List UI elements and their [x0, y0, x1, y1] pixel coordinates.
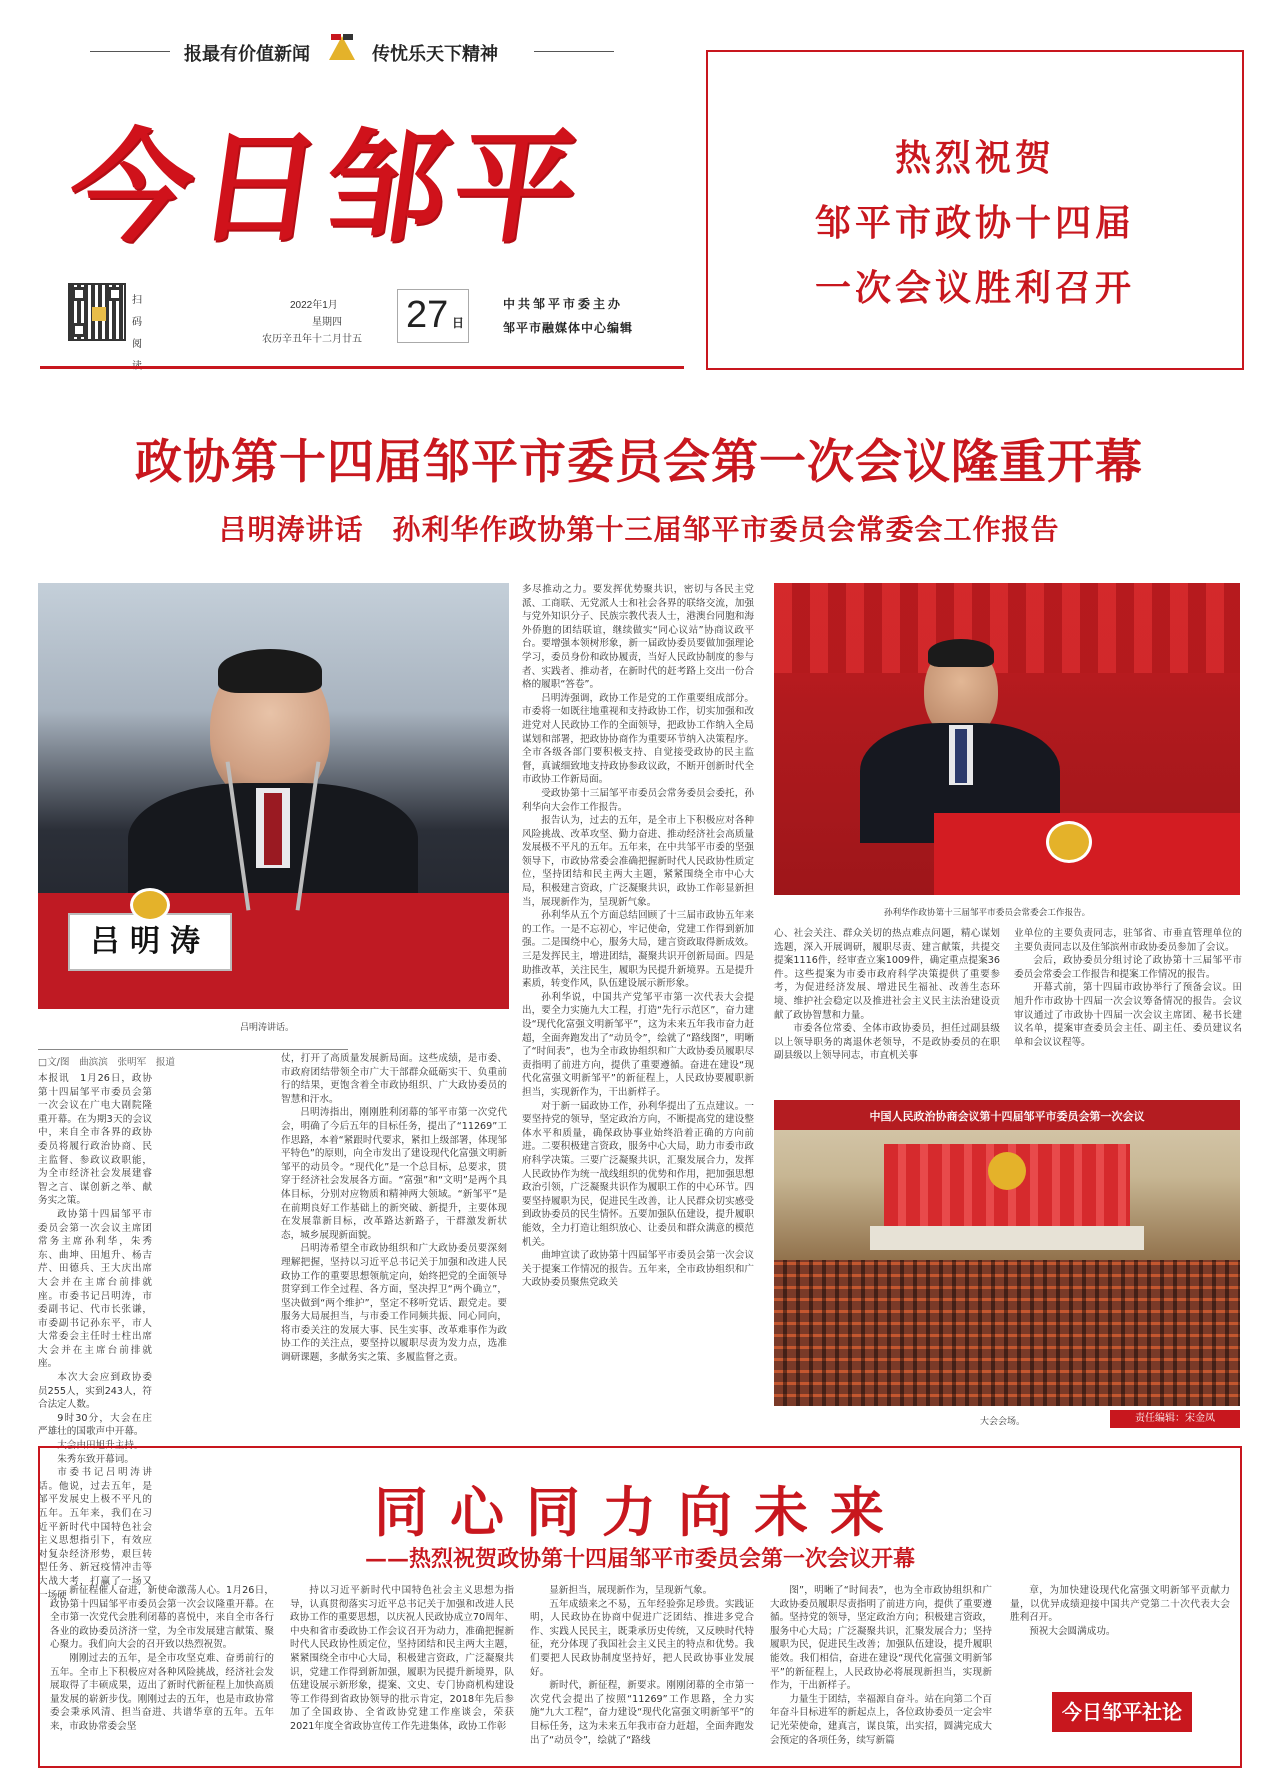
photo-speaker-lv — [38, 583, 509, 1009]
congrats-line-2: 邹平市政协十四届 — [814, 202, 1135, 244]
date-box — [397, 289, 469, 343]
caption-hall-photo: 大会会场。 — [980, 1417, 1026, 1427]
speaker-tie — [264, 793, 282, 865]
caption-right-photo: 孙利华作政协第十三届邹平市委员会常委会工作报告。 — [884, 908, 1091, 918]
article-column-b — [281, 1052, 507, 1364]
article-para: 政协第十四届邹平市委员会第一次会议主席团常务主席孙利华，朱秀东、曲坤、田旭升、杨吉芹、田德兵、王大庆出席大会并在主席台前排就座。市委书记吕明涛，市委副书记、代市长张谦，市委副书记孙东平，市人大常委会主任时士柱出席大会并在主席台前排就座。 — [38, 1208, 152, 1370]
curtain — [774, 583, 1240, 673]
editorial-para: 五年成绩来之不易，五年经验弥足珍贵。实践证明，人民政协在协商中促进广泛团结、推进多党合作、实践人民民主，既秉承历史传统，又反映时代特征，充分体现了我国社会主义民主的特点和优势。我们要把人民政协制度坚持好，把人民政协事业发展好。 — [530, 1598, 754, 1678]
speaker-tie-2 — [955, 729, 967, 783]
cppcc-emblem-icon — [130, 888, 170, 922]
editorial-para: 显新担当，展现新作为，呈现新气象。 — [549, 1585, 713, 1596]
article-para: 9时30分，大会在庄严雄壮的国歌声中开幕。 — [38, 1412, 152, 1438]
byline: □文/图 曲滨滨 张明军 报道 — [38, 1057, 176, 1068]
day-unit: 日 — [452, 316, 465, 330]
date-line-1: 2022年1月 — [290, 300, 338, 311]
masthead-rule — [40, 366, 684, 369]
editorial-para: 持以习近平新时代中国特色社会主义思想为指导，认真贯彻落实习近平总书记关于加强和改进人民政协工作的重要思想，以庆祝人民政协成立70周年、中央和省市委政协工作会议召开为动力，准确把握新时代人民政协性质定位，坚持团结和民主两大主题，紧紧围绕全市中心大局，积极建言资政，广泛凝聚共识，党建工作得到新加强，履职为民提升新境界，队伍建设展示新形象，提案、文史、专门协商机构建设等工作得到省政协领导的批示肯定，2018年先后参加了全国政协、全省政协党建工作座谈会，荣获2021年度全省政协宣传工作先进集体，政协工作彰 — [290, 1585, 514, 1732]
day-number: 27 — [406, 294, 449, 336]
article-column-a2 — [160, 1052, 278, 1322]
article-para: 大会由田旭升主持。 — [57, 1440, 144, 1452]
masthead-title: 今日邹平 — [60, 115, 593, 259]
article-para: 曲坤宣读了政协第十四届邹平市委员会第一次会议关于提案工作情况的报告。五年来，全市政协组织和广大政协委员聚焦党政关 — [522, 1250, 754, 1289]
publisher-line-2: 邹平市融媒体中心编辑 — [503, 321, 634, 335]
editorial-title: 同心同力向未来 — [374, 1480, 906, 1544]
article-para: 报告认为，过去的五年，是全市上下积极应对各种风险挑战、改革攻坚、勤力奋进、推动经济社会高质量发展极不平凡的五年。五年来，在中共邹平市委的坚强领导下，市政协常委会准确把握新时代人民政协性质定位，坚持团结和民主两大主题，紧紧围绕全市中心大局，积极建言资政，广泛凝聚共识，政协工作彰显新担当，展现新作为，呈现新气象。 — [522, 815, 754, 908]
photo-speaker-slh — [774, 583, 1240, 895]
article-para: 对于新一届政协工作，孙利华提出了五点建议。一要坚持党的领导，坚定政治方向，不断提高党的建设整体水平和质量，确保政协事业始终沿着正确的方向前进。二要积极建言资政，服务中心大局，助力市委市政府科学决策。三要广泛凝聚共识，汇聚发展合力，发挥人民政协作为统一战线组织的优势和作用，把加强思想政治引领，广泛凝聚共识作为履职工作的中心环节。四要坚持履职为民，促进民生改善，让人民群众切实感受到政协委员的民生情怀。五要加强队伍建设，提升履职能效，全力打造让组织放心、让委员和群众满意的模范机关。 — [522, 1100, 754, 1248]
editorial-column-2 — [290, 1584, 514, 1754]
speaker-hair-2 — [928, 639, 994, 667]
article-column-a — [38, 1072, 152, 1601]
congrats-box — [706, 50, 1244, 370]
publisher-line-1: 中共邹平市委主办 — [503, 297, 624, 311]
editorial-column-3 — [530, 1584, 754, 1754]
photo-hall — [774, 1100, 1240, 1406]
editorial-para: 图”，明晰了“时间表”，也为全市政协组织和广大政协委员履职尽责指明了前进方向，提供了重要遵循。坚持党的领导，坚定政治方向；积极建言资政，服务中心大局；广泛凝聚共识，汇聚发展合力；坚持履职为民，促进民生改善；加强队伍建设，提升履职能效。我们相信，奋进在建设“现代化富强文明新邹平”的新征程上，人民政协必将展现新担当，实现新作为，干出新样子。 — [770, 1585, 992, 1692]
article-para: 多尽推动之力。要发挥优势聚共识，密切与各民主党派、工商联、无党派人士和社会各界的联络交流，加强与党外知识分子、民族宗教代表人士，港澳台同胞和海外侨胞的团结联谊，继续做实“同心议站”协商议政平台。要增强本领树形象，新一届政协委员要做加强理论学习，委员身份和政协履责，当好人民政协制度的参与者、实践者、推动者，在新时代的赶考路上交出一份合格的履职“答卷”。 — [522, 584, 754, 691]
article-para: 开幕式前，第十四届市政协举行了预备会议。田旭升作市政协十四届一次会议筹备情况的报告。会议审议通过了市政协十四届一次会议主席团、秘书长建议名单，提案审查委员会主任、副主任、委员建议名单和会议议程等。 — [1014, 982, 1242, 1048]
editorial-para: 新时代，新征程，新要求。刚刚闭幕的全市第一次党代会提出了按照“11269”工作思路，全力实施“九大工程”，奋力建设“现代化富强文明新邹平”的目标任务，这为未来五年我市奋力赶超，全面奔跑发出了“动员令”，绘就了“路线 — [530, 1680, 754, 1746]
slogan-left: 报最有价值新闻 — [184, 44, 310, 65]
editorial-subtitle: ——热烈祝贺政协第十四届邹平市委员会第一次会议开幕 — [364, 1546, 915, 1572]
article-para: 孙利华说，中国共产党邹平市第一次代表大会提出，要全力实施九大工程，打造“先行示范区”，奋力建设“现代化富强文明新邹平”，这为未来五年我市奋力赶超，全面奔跑发出了“动员令”，绘就了“路线图”，明晰了“时间表”，也为全市政协组织和广大政协委员履职尽责指明了前进方向，提供了重要遵循。奋进在建设“现代化富强文明新邹平”的新征程上，人民政协要履职新担当，实现新作为，干出新样子。 — [522, 991, 754, 1098]
date-lunar: 农历辛丑年十二月廿五 — [262, 334, 362, 345]
editorial-para: 新征程催人奋进，新使命激荡人心。1月26日，政协第十四届邹平市委员会第一次会议隆重开幕。在全市第一次党代会胜利闭幕的喜悦中，来自全市各行各业的政协委员济济一堂，为全市发展建言献策、聚心聚力。我们向大会的召开致以热烈祝贺。 — [50, 1585, 274, 1651]
article-column-c — [522, 583, 754, 1322]
date-line-2: 星期四 — [312, 317, 342, 328]
cppcc-emblem-icon-2 — [1046, 821, 1092, 863]
congrats-line-1: 热烈祝贺 — [894, 137, 1055, 179]
party-emblem-icon — [325, 30, 359, 64]
article-para: 市委书记吕明涛讲话。他说，过去五年，是邹平发展史上极不平凡的五年。五年来，我们在习近平新时代中国特色社会主义思想指引下，有效应对复杂经济形势，艰巨转型任务、新冠疫情冲击等大战大考，打赢了一场又一场硬 — [38, 1467, 152, 1601]
article-column-e — [1014, 927, 1242, 1087]
editorial-para: 预祝大会圆满成功。 — [1029, 1625, 1116, 1637]
article-para: 市委各位常委、全体市政协委员，担任过副县级以上领导职务的离退休老领导，不是政协委员的在职副县级以上领导同志，市直机关事 — [774, 1023, 1000, 1062]
article-para: 孙利华从五个方面总结回顾了十三届市政协五年来的工作。一是不忘初心，牢记使命，党建工作得到新加强。二是围绕中心，服务大局，建言资政取得新成效。三是发挥民主，增进团结，凝聚共识开创新局面。四是助推改革，关注民生，履职为民提升新境界。五是提升素质，转变作风，队伍建设展示新形象。 — [522, 910, 754, 990]
article-para: 业单位的主要负责同志，驻邹省、市垂直管理单位的主要负责同志以及住邹滨州市政协委员参加了会议。 — [1014, 928, 1242, 953]
editorial-column-5 — [1010, 1584, 1230, 1674]
editorial-para: 章，为加快建设现代化富强文明新邹平贡献力量，以优异成绩迎接中国共产党第二十次代表大会胜利召开。 — [1010, 1585, 1230, 1624]
editorial-para: 刚刚过去的五年，是全市攻坚克难、奋勇前行的五年。全市上下积极应对各种风险挑战，经济社会发展取得了丰硕成果，迈出了新时代新征程上加快高质量发展的崭新步伐。刚刚过去的五年，也是市政协常委会秉承风清、担当奋进、共谱华章的五年。五年来，市政协常委会坚 — [50, 1652, 274, 1732]
slogan-right: 传忧乐天下精神 — [372, 44, 498, 65]
qr-code[interactable] — [68, 283, 126, 341]
editorial-column-1 — [50, 1584, 274, 1754]
caption-left-photo: 吕明涛讲话。 — [240, 1023, 295, 1033]
article-para: 吕明涛希望全市政协组织和广大政协委员要深刻理解把握，坚持以习近平总书记关于加强和改进人民政协工作的重要思想领航定向，始终把党的全面领导贯穿到工作全过程、各方面，坚决捍卫“两个确立”，坚决做到“两个维护”，坚定不移听党话、跟党走。要服务大局展担当，与市委工作同频共振、同心同向，将市委关注的发展大事、民生实事、改革难事作为政协工作的关注点，要坚持以履职尽责为发力点，选准调研课题，多献务实之策、多履监督之责。 — [281, 1243, 507, 1364]
stage-front — [870, 1226, 1144, 1250]
article-para: 仗，打开了高质量发展新局面。这些成绩，是市委、市政府团结带领全市广大干部群众砥砺实干、负重前行的结果，更饱含着全市政协组织、广大政协委员的智慧和汗水。 — [281, 1053, 507, 1105]
hall-banner: 中国人民政治协商会议第十四届邹平市委员会第一次会议 — [869, 1111, 1145, 1123]
editorial-para: 力量生于团结，幸福源自奋斗。站在向第二个百年奋斗目标进军的新起点上，各位政协委员一定会牢记光荣使命，建真言，谋良策，出实招，圆满完成大会预定的各项任务，续写新篇 — [770, 1693, 992, 1746]
byline-rule — [38, 1049, 348, 1050]
article-para: 朱秀东致开幕词。 — [57, 1453, 134, 1465]
editor-label: 责任编辑：宋金凤 — [1110, 1410, 1240, 1428]
congrats-line-3: 一次会议胜利召开 — [814, 267, 1135, 309]
sub-headline: 吕明涛讲话 孙利华作政协第十三届邹平市委员会常委会工作报告 — [218, 513, 1060, 546]
audience-seats — [774, 1260, 1240, 1406]
slogan-rule-left — [90, 51, 170, 52]
article-para: 受政协第十三届邹平市委员会常务委员会委托，孙利华向大会作工作报告。 — [522, 787, 754, 813]
article-para: 心、社会关注、群众关切的热点难点问题，精心谋划选题，深入开展调研，履职尽责、建言献策，共提交提案1116件，经审查立案1009件，确定重点提案36件。这些提案为市委市政府科学决策提供了重要参考，为促进经济发展、增进民生福祉、改善生态环境、维护社会稳定以及推进社会主义民主法治建设贡献了政协智慧和力量。 — [774, 928, 1000, 1021]
speaker-hair — [218, 649, 322, 693]
main-headline: 政协第十四届邹平市委员会第一次会议隆重开幕 — [135, 435, 1143, 490]
editorial-column-4 — [770, 1584, 992, 1754]
qr-label: 扫码阅 — [132, 295, 142, 350]
stage-emblem-icon — [988, 1152, 1026, 1190]
slogan-rule-right — [534, 51, 614, 52]
editorial-logo: 今日邹平社论 — [1052, 1692, 1192, 1732]
article-para: 吕明涛强调，政协工作是党的工作重要组成部分。市委将一如既往地重视和支持政协工作，切实加强和改进党对人民政协工作的全面领导，把政协工作纳入全局谋划和部署，把政协协商作为重要环节纳入决策程序。全市各级各部门要积极支持、自觉接受政协的民主监督，真诚细致地支持政协参政议政，不断开创新时代全市政协工作新局面。 — [522, 692, 754, 786]
article-para: 本报讯 1月26日，政协第十四届邹平市委员会第一次会议在广电大剧院隆重开幕。在为期3天的会议中，来自全市各界的政协委员将履行政治协商、民主监督、参政议政职能，为全市经济社会发展建睿智之言、谋创新之举、献务实之策。 — [38, 1073, 152, 1207]
article-column-d — [774, 927, 1000, 1087]
article-para: 本次大会应到政协委员255人，实到243人，符合法定人数。 — [38, 1372, 152, 1411]
article-para: 会后，政协委员分组讨论了政协第十三届邹平市委员会常委会工作报告和提案工作情况的报告。 — [1014, 955, 1242, 980]
nameplate-lv: 吕明涛 — [68, 913, 232, 971]
article-para: 吕明涛指出，刚刚胜利闭幕的邹平市第一次党代会，明确了今后五年的目标任务，提出了“11269”工作思路，本着“紧跟时代要求，紧扣上级部署，体现邹平特色”的原则，向全市发出了建设现代化富强文明新邹平的动员令。“现代化”是一个总目标，总要求，贯穿于经济社会发展各方面。“富强”和“文明”是两个具体目标，分别对应物质和精神两大领域。“新邹平”是在前期良好工作基础上的新突破、新提升，主要体现在发展靠新目标，改革路达新路子，干群激发新状态，城乡展现新面貌。 — [281, 1107, 507, 1241]
